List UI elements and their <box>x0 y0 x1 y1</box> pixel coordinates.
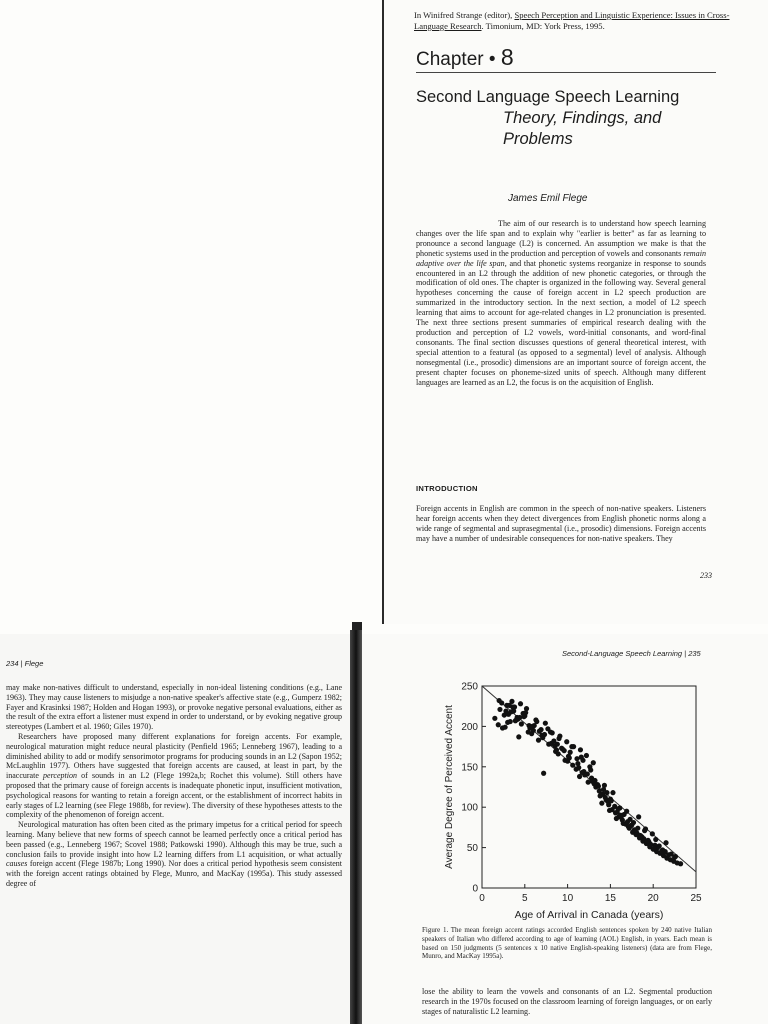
data-point <box>645 839 650 844</box>
chapter-heading <box>416 44 514 71</box>
data-point <box>651 846 656 851</box>
data-point <box>534 719 539 724</box>
data-point <box>618 813 623 818</box>
data-point <box>663 849 668 854</box>
data-point <box>592 781 597 786</box>
scatter-chart <box>436 676 716 924</box>
x-tick-label: 0 <box>479 893 485 904</box>
y-tick-label: 250 <box>461 681 478 693</box>
chapter-subtitle <box>503 108 703 150</box>
data-point <box>588 767 593 772</box>
y-tick-label: 100 <box>461 802 478 814</box>
data-point <box>599 801 604 806</box>
data-point <box>591 760 596 765</box>
data-point <box>519 721 524 726</box>
data-point <box>551 738 556 743</box>
left-paragraph-2b: of sounds in an L2 (Flege 1992a,b; Rochet this volume). Still others have proposed that the primary cause of foreign accents is inadequate phonetic input, insufficient motivation, psychological reasons for wanting to retain a foreign accent, or the establishment of incorrect habits in early stages of L2 learning (see Flege 1988b, for review). The diversity of these hypotheses attests to the complexity of the phenomenon of foreign accent. <box>6 771 342 820</box>
left-page-body <box>6 683 342 889</box>
data-point <box>653 837 658 842</box>
data-point <box>624 809 629 814</box>
data-point <box>609 798 614 803</box>
data-point <box>497 707 502 712</box>
data-point <box>602 783 607 788</box>
running-head-left: 234 | Flege <box>6 659 44 668</box>
data-point <box>598 793 603 798</box>
data-point <box>569 744 574 749</box>
data-point <box>578 747 583 752</box>
chapter-rule <box>416 72 716 73</box>
data-point <box>548 729 553 734</box>
chapter-bullet: • <box>488 49 496 70</box>
left-paragraph-1: may make non-natives difficult to understand, especially in non-ideal listening conditions (e.g., Lane 1963). They may cause listeners to misjudge a non-native speaker's affective state (e.g., Gumperz 1982; Fayer and Krasinksi 1987; Holden and Hogan 1993), or provoke negative personal evaluations, either as the result of the extra effort a listener must expend in order to understand, or by evoking negative group stereotypes (Lambert et al. 1960; Giles 1970). <box>6 683 342 732</box>
data-point <box>565 759 570 764</box>
data-point <box>514 717 519 722</box>
abstract-emphasis: remain adaptive over the life span <box>416 248 706 268</box>
x-axis-label: Age of Arrival in Canada (years) <box>514 909 664 921</box>
data-point <box>557 733 562 738</box>
data-point <box>543 721 548 726</box>
data-point <box>638 833 643 838</box>
chapter-title-line-1: Second Language Speech Learning <box>416 88 680 106</box>
data-point <box>663 840 668 845</box>
source-prefix: In Winifred Strange (editor), <box>414 10 515 20</box>
data-point <box>540 735 545 740</box>
data-point <box>521 714 526 719</box>
x-tick-label: 5 <box>522 893 528 904</box>
data-point <box>650 831 655 836</box>
y-tick-label: 0 <box>472 883 478 895</box>
data-point <box>607 808 612 813</box>
binding-gutter <box>350 630 362 1024</box>
data-point <box>527 725 532 730</box>
data-point <box>678 861 683 866</box>
data-point <box>621 821 626 826</box>
abstract-text-1: The aim of our research is to understand how speech learning changes over the life span and to explain why "earlier is better" as far as learning to pronounce a second language (L2) is concerned. An assumption we make is that the phonetic systems used in the production and perception of vowels and consonants <box>416 219 706 258</box>
data-point <box>614 816 619 821</box>
data-point <box>508 719 513 724</box>
data-point <box>507 703 512 708</box>
y-tick-label: 150 <box>461 762 478 774</box>
data-point <box>635 826 640 831</box>
data-point <box>492 716 497 721</box>
left-paragraph-3a: Neurological maturation has often been cited as the primary impetus for a critical period for speech learning. Many believe that new forms of speech cannot be learned perfectly once a critical period has been passed (e.g., Lenneberg 1967; Scovel 1988; Patkowski 1990). Although this may be true, such a conclusion fails to provide insight into how L2 learning differs from L1 acquisition, or what actually <box>6 820 342 859</box>
figure-caption: Figure 1. The mean foreign accent ratings accorded English sentences spoken by 240 native Italian speakers of Italian who differed according to age of learning (AOL) English, in years. Each mean is based on 150 judgments (5 sentences x 10 native English-speaking listeners) (data are from Flege, Munro, and MacKay 1995a). <box>422 926 712 961</box>
data-point <box>579 755 584 760</box>
x-tick-label: 20 <box>647 893 659 904</box>
data-point <box>518 701 523 706</box>
author-name: James Emil Flege <box>508 193 588 204</box>
data-point <box>554 747 559 752</box>
data-point <box>503 725 508 730</box>
data-point <box>604 790 609 795</box>
x-tick-label: 15 <box>604 893 616 904</box>
running-head-right: Second-Language Speech Learning | 235 <box>562 649 701 658</box>
data-point <box>570 763 575 768</box>
source-citation <box>414 10 734 32</box>
left-emphasis-perception: perception <box>43 771 77 781</box>
chapter-title-line-2: Theory, Findings, and <box>503 109 662 127</box>
data-point <box>503 708 508 713</box>
left-paragraph-3b: foreign accent (Flege 1987b; Long 1990). Nor does a critical period hypothesis seem consistent with the foreign accent ratings obtained by Flege, Munro, and MacKay (1995a). This study assessed degree of <box>6 859 342 888</box>
section-heading-introduction: INTRODUCTION <box>416 484 478 493</box>
abstract-paragraph <box>416 219 706 387</box>
data-point <box>564 739 569 744</box>
y-tick-label: 200 <box>461 721 478 733</box>
abstract-text-2: , and that phonetic systems reorganize in response to sounds encountered in an L2 through the addition of new phonetic categories, or through the modification of old ones. The chapter is organized in the following way. Several general hypotheses concerning the cause of foreign accent in L2 speech production are summarized in the introductory section. In the next section, a model of L2 speech learning that aims to account for age-related changes in L2 pronunciation is presented. The next three sections present summaries of empirical research dealing with the production and perception of L2 vowels, word-initial consonants, and word-final consonants. The final section discusses questions of general theoretical interest, with special attention to a featural (as opposed to a segmental) level of analysis. Although nonsegmental (i.e., prosodic) dimensions are an important source of foreign accent, the present chapter focuses on phoneme-sized units of speech. Although many different languages are learned as an L2, the focus is on the acquisition of English. <box>416 258 706 387</box>
y-tick-label: 50 <box>466 843 478 855</box>
plot-area <box>444 682 702 922</box>
data-point <box>562 748 567 753</box>
chapter-label: Chapter <box>416 49 484 70</box>
introduction-paragraph: Foreign accents in English are common in the speech of non-native speakers. Listeners hear foreign accents when they detect divergences from English phonetic norms along a wide range of segmental and suprasegmental (i.e., prosodic) dimensions. Foreign accents may have a number of undesirable consequences for non-native speakers. They <box>416 504 706 543</box>
data-point <box>642 828 647 833</box>
data-point <box>496 722 501 727</box>
data-point <box>580 770 585 775</box>
data-point <box>585 771 590 776</box>
data-point <box>541 771 546 776</box>
left-paragraph-2a: Researchers have proposed many different explanations for foreign accents. For example, neurological maturation might reduce neural plasticity (Penfield 1965; Lenneberg 1967), leading to a diminished ability to add or modify sensorimotor programs for producing sounds in an L2 (Sapon 1952; McLaughlin 1977). Others have suggested that foreign accents are caused, at least in part, by the inaccurate <box>6 731 342 781</box>
chapter-title-line-3: Problems <box>503 130 573 148</box>
data-point <box>537 729 542 734</box>
left-emphasis-causes: causes <box>6 859 28 869</box>
x-tick-label: 10 <box>562 893 574 904</box>
data-point <box>631 820 636 825</box>
data-point <box>497 698 502 703</box>
source-publisher: . Timonium, MD: York Press, 1995. <box>481 21 605 31</box>
data-point <box>610 790 615 795</box>
y-axis-label: Average Degree of Perceived Accent <box>444 705 455 869</box>
data-point <box>575 761 580 766</box>
data-point <box>516 734 521 739</box>
data-point <box>636 814 641 819</box>
data-point <box>584 753 589 758</box>
data-point <box>616 806 621 811</box>
right-page-body: lose the ability to learn the vowels and consonants of an L2. Segmental production research in the 1970s focused on the classroom learning of foreign languages, or on early stages of naturalistic L2 learning. <box>422 987 712 1016</box>
x-tick-label: 25 <box>690 893 702 904</box>
data-point <box>566 754 571 759</box>
data-point <box>672 855 677 860</box>
source-book-title: Speech Perception and Linguistic Experience: Issues in Cross-Language Research <box>414 10 730 31</box>
page-number-233: 233 <box>700 571 712 580</box>
chapter-number: 8 <box>500 44 514 70</box>
